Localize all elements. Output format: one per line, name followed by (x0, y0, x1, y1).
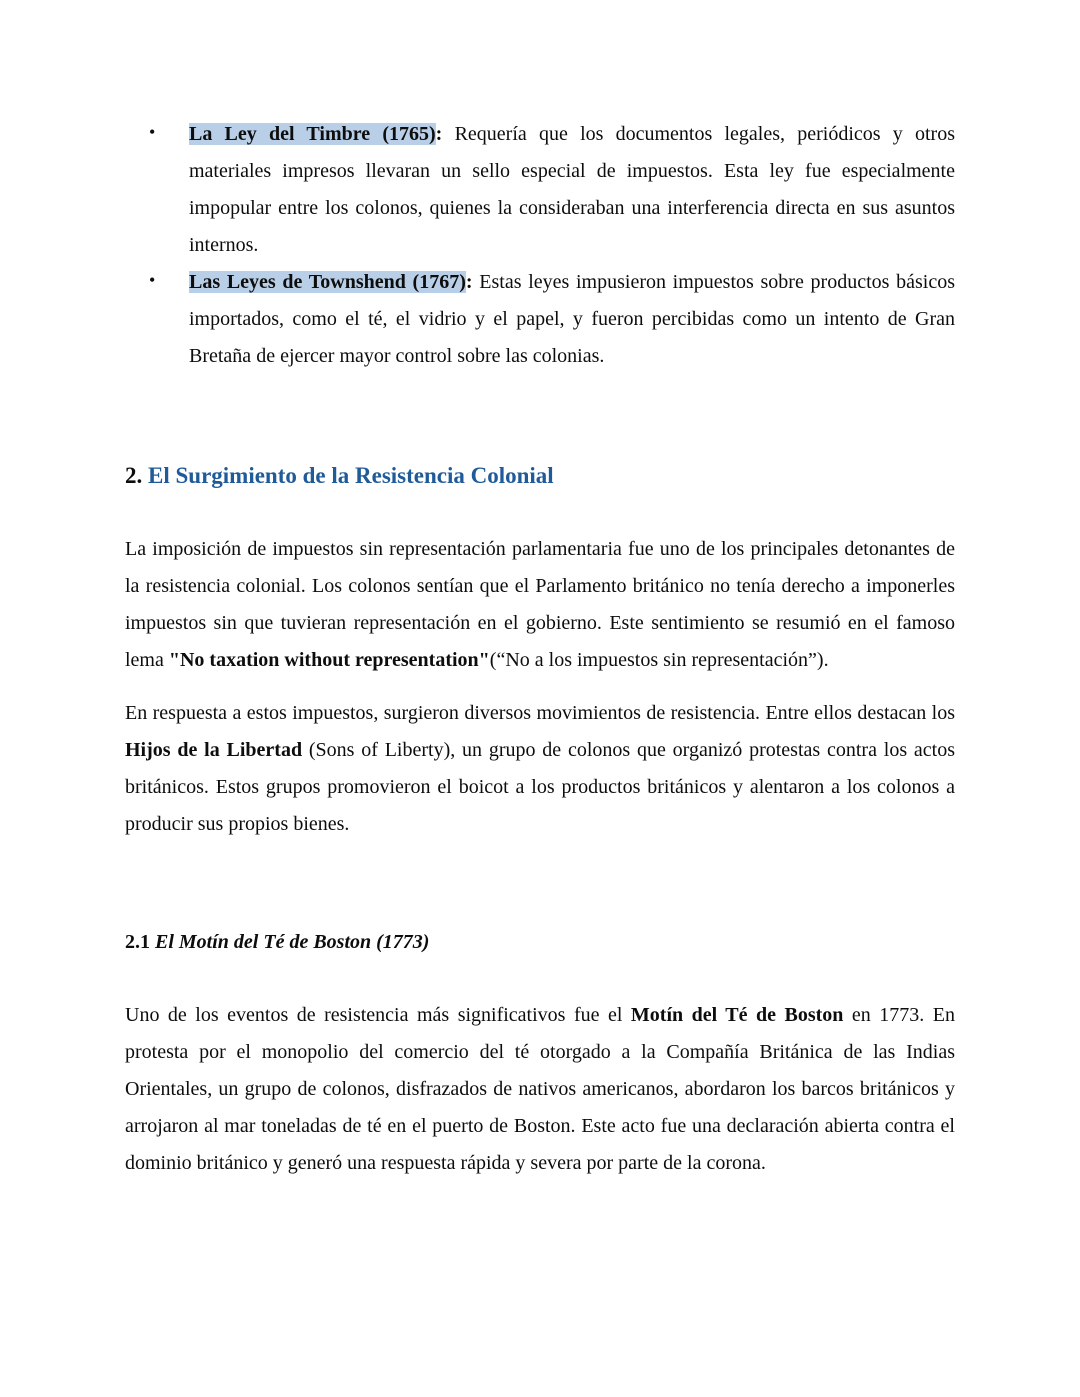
paragraph-hijos-libertad (125, 695, 955, 843)
paragraph-text: en 1773. En protesta por el monopolio del comercio del té otorgado a la Compañía Británica de las Indias Orientales, un grupo de colonos, disfrazados de nativos americanos, abordaron los barcos británicos y arrojaron al mar toneladas de té en el puerto de Boston. Este acto fue una declaración abierta contra el dominio británico y generó una respuesta rápida y severa por parte de la corona. (125, 1003, 955, 1174)
bullet-description: Estas leyes impusieron impuestos sobre productos básicos importados, como el té, el vidrio y el papel, y fueron percibidas como un intento de Gran Bretaña de ejercer mayor control sobre las colonias. (189, 271, 955, 367)
paragraph-text: (Sons of Liberty), un grupo de colonos que organizó protestas contra los actos británicos. Estos grupos promovieron el boicot a los productos británicos y alentaron a los colonos a producir sus propios bienes. (125, 738, 955, 835)
subheading-title: El Motín del Té de Boston (1773) (150, 930, 430, 953)
bold-phrase-hijos-libertad: Hijos de la Libertad (125, 738, 303, 761)
tax-laws-bullet-list (125, 116, 955, 375)
list-item-leyes-townshend (125, 264, 955, 375)
paragraph-text: Uno de los eventos de resistencia más significativos fue el (125, 1003, 631, 1026)
highlighted-term: Las Leyes de Townshend (1767) (189, 271, 466, 293)
bullet-text (189, 116, 955, 264)
bullet-description: Requería que los documentos legales, periódicos y otros materiales impresos llevaran un sello especial de impuestos. Esta ley fue especialmente impopular entre los colonos, quienes la consideraban una interferencia directa en sus asuntos internos. (189, 123, 955, 256)
bullet-icon: • (149, 122, 156, 142)
bold-phrase-motin-del-te: Motín del Té de Boston (630, 1003, 844, 1026)
subsection-heading-motin-del-te (125, 929, 955, 955)
paragraph-no-taxation (125, 531, 955, 679)
paragraph-text: La imposición de impuestos sin representación parlamentaria fue uno de los principales detonantes de la resistencia colonial. Los colonos sentían que el Parlamento británico no tenía derecho a imponerles impuestos sin que tuvieran representación en el gobierno. Este sentimiento se resumió en el famoso lema (125, 537, 955, 671)
heading-number: 2. (125, 463, 143, 488)
heading-title: El Surgimiento de la Resistencia Colonial (142, 463, 554, 488)
list-item-ley-del-timbre (125, 116, 955, 264)
subheading-number: 2.1 (125, 930, 150, 953)
bullet-icon: • (149, 270, 156, 290)
term-separator: : (435, 123, 443, 145)
paragraph-motin-del-te (125, 997, 955, 1182)
term-separator: : (465, 271, 473, 293)
bullet-text (189, 264, 955, 375)
paragraph-text: (“No a los impuestos sin representación”). (489, 648, 829, 671)
paragraph-text: En respuesta a estos impuestos, surgieron diversos movimientos de resistencia. Entre ellos destacan los (125, 701, 955, 724)
section-heading-resistencia-colonial (125, 461, 955, 491)
highlighted-term: La Ley del Timbre (1765) (189, 123, 436, 145)
bold-phrase-no-taxation: "No taxation without representation" (168, 648, 490, 671)
